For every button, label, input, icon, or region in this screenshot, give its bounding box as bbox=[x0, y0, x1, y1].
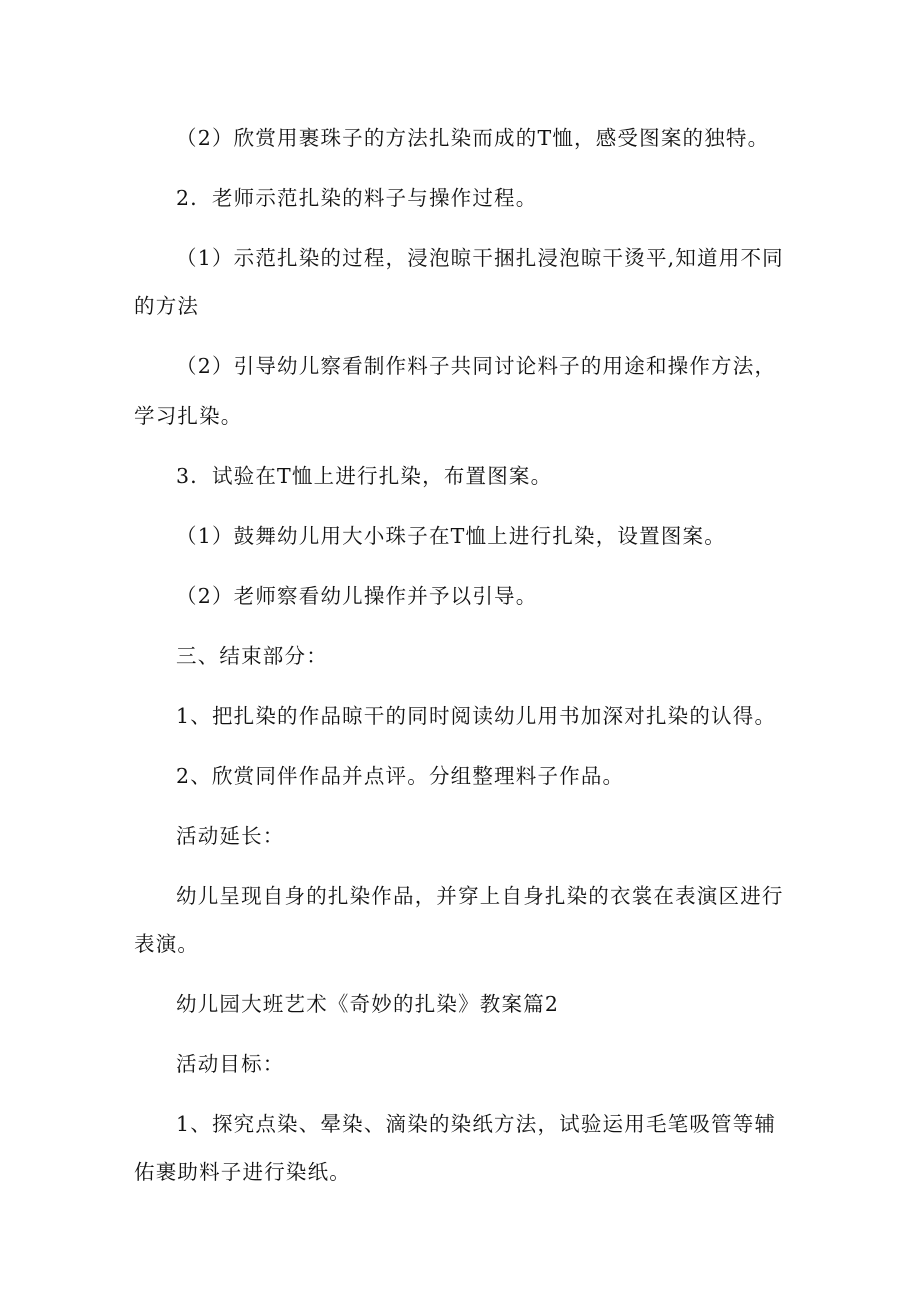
paragraph-appreciate-peers: 2、欣赏同伴作品并点评。分组整理料子作品。 bbox=[176, 764, 625, 788]
paragraph-objective-1-line2: 佑裹助料子进行染纸。 bbox=[134, 1160, 351, 1184]
lesson-plan-title: 幼儿园大班艺术《奇妙的扎染》教案篇2 bbox=[176, 992, 560, 1016]
section-heading-ending: 三、结束部分： bbox=[176, 644, 328, 668]
paragraph-show-works-line2: 表演。 bbox=[134, 932, 200, 956]
paragraph-demo-process-line2: 的方法 bbox=[134, 294, 200, 318]
paragraph-dry-works: 1、把扎染的作品晾干的同时阅读幼儿用书加深对扎染的认得。 bbox=[176, 704, 777, 728]
paragraph-guide-observe-line1: （2）引导幼儿察看制作料子共同讨论料子的用途和操作方法， bbox=[176, 354, 777, 378]
section-heading-try-tiedye: 3．试验在T恤上进行扎染，布置图案。 bbox=[176, 464, 553, 488]
paragraph-guide-observe-line2: 学习扎染。 bbox=[134, 404, 243, 428]
section-heading-teacher-demo: 2．老师示范扎染的料子与操作过程。 bbox=[176, 186, 538, 210]
paragraph-objective-1-line1: 1、探究点染、晕染、滴染的染纸方法，试验运用毛笔吸管等辅 bbox=[176, 1112, 777, 1136]
paragraph-appreciate-tshirt: （2）欣赏用裹珠子的方法扎染而成的T恤，感受图案的独特。 bbox=[176, 126, 770, 150]
section-heading-extension: 活动延长： bbox=[176, 824, 285, 848]
paragraph-teacher-observe: （2）老师察看幼儿操作并予以引导。 bbox=[176, 584, 538, 608]
paragraph-encourage-children: （1）鼓舞幼儿用大小珠子在T恤上进行扎染，设置图案。 bbox=[176, 524, 726, 548]
paragraph-demo-process-line1: （1）示范扎染的过程，浸泡晾干捆扎浸泡晾干烫平,知道用不同 bbox=[176, 246, 784, 270]
section-heading-objectives: 活动目标： bbox=[176, 1052, 285, 1076]
paragraph-show-works-line1: 幼儿呈现自身的扎染作品，并穿上自身扎染的衣裳在表演区进行 bbox=[176, 884, 784, 908]
